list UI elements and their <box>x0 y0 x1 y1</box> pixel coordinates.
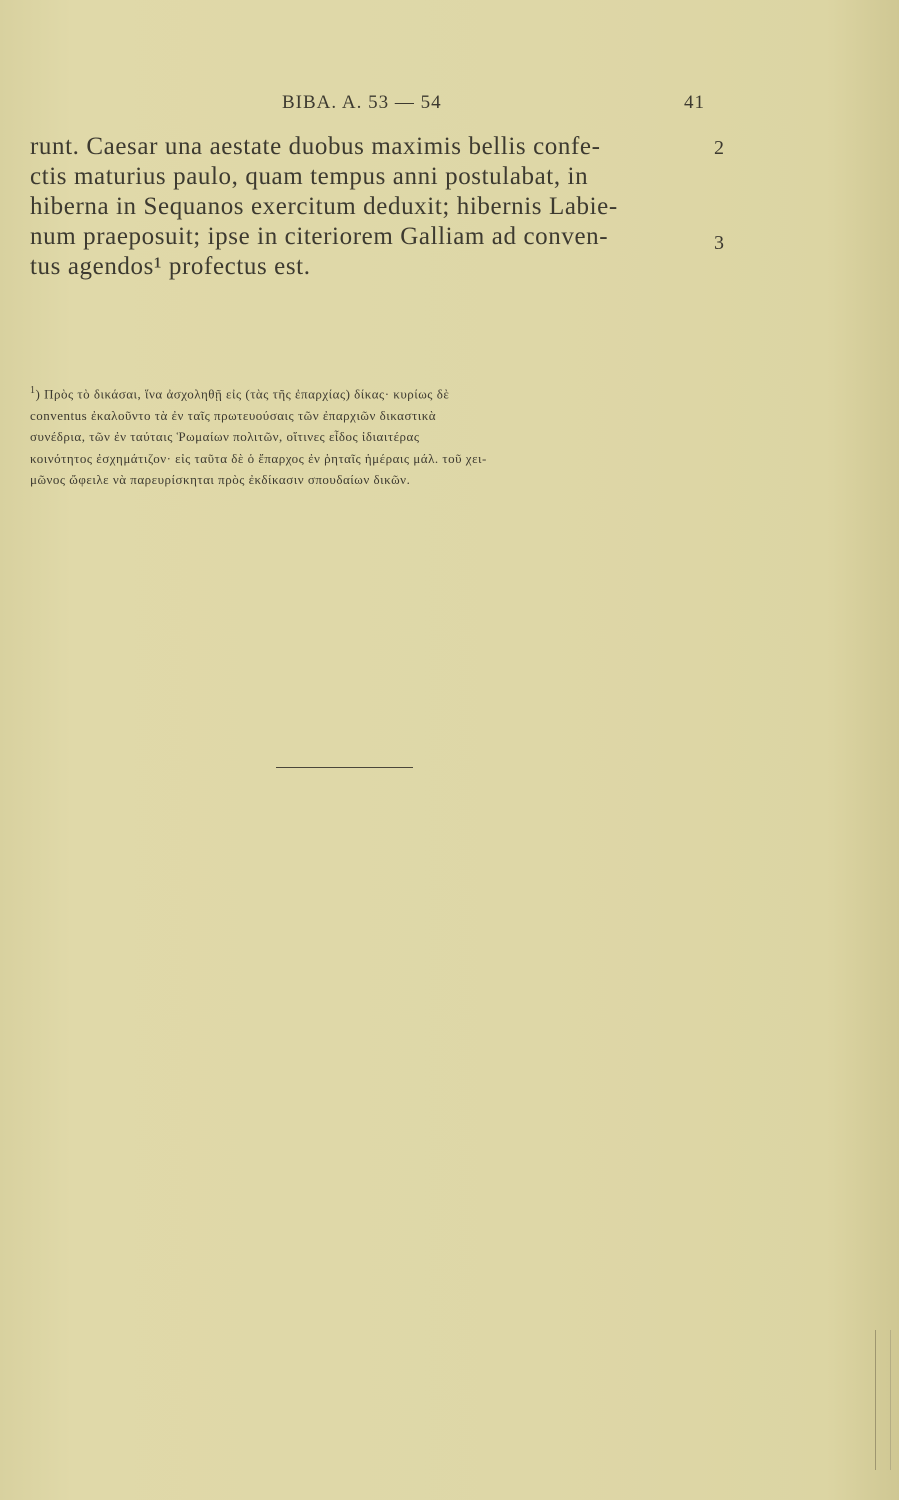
footnote <box>30 380 720 491</box>
margin-line-number: 3 <box>714 232 724 254</box>
footnote-line: κοινότητος ἐσχημάτιζον· εἰς ταῦτα δὲ ὁ ἔπαρχος ἐν ῥηταῖς ἡμέραις μάλ. τοῦ χει- <box>30 450 487 466</box>
text-line: num praeposuit; ipse in citeriorem Galliam ad conven- <box>30 223 609 250</box>
main-text <box>30 132 710 282</box>
footnote-marker: 1 <box>30 385 36 396</box>
separator-rule <box>276 767 413 768</box>
page-number: 41 <box>684 92 705 113</box>
page-edge-shadow <box>875 1330 891 1470</box>
text-line: hiberna in Sequanos exercitum deduxit; hibernis Labie- <box>30 193 618 220</box>
footnote-line: conventus ἐκαλοῦντο τὰ ἐν ταῖς πρωτευούσαις τῶν ἐπαρχιῶν δικαστικὰ <box>30 407 437 423</box>
text-line: tus agendos¹ profectus est. <box>30 253 311 280</box>
text-line: runt. Caesar una aestate duobus maximis bellis confe- <box>30 133 601 160</box>
footnote-line: μῶνος ὤφειλε νὰ παρευρίσκηται πρὸς ἐκδίκασιν σπουδαίων δικῶν. <box>30 472 411 488</box>
page-header <box>0 92 899 120</box>
footnote-line: συνέδρια, τῶν ἐν ταύταις Ῥωμαίων πολιτῶν, οἵτινες εἶδος ἰδιαιτέρας <box>30 429 420 445</box>
footnote-line: $^1$) Πρὸς τὸ δικάσαι, ἵνα ἀσχοληθῇ εἰς (τὰς τῆς ἐπαρχίας) δίκας· κυρίως δὲ <box>30 385 450 402</box>
text-line: ctis maturius paulo, quam tempus anni postulabat, in <box>30 163 589 190</box>
margin-line-number: 2 <box>714 137 724 159</box>
running-title: BIBA. A. 53 — 54 <box>282 92 442 113</box>
